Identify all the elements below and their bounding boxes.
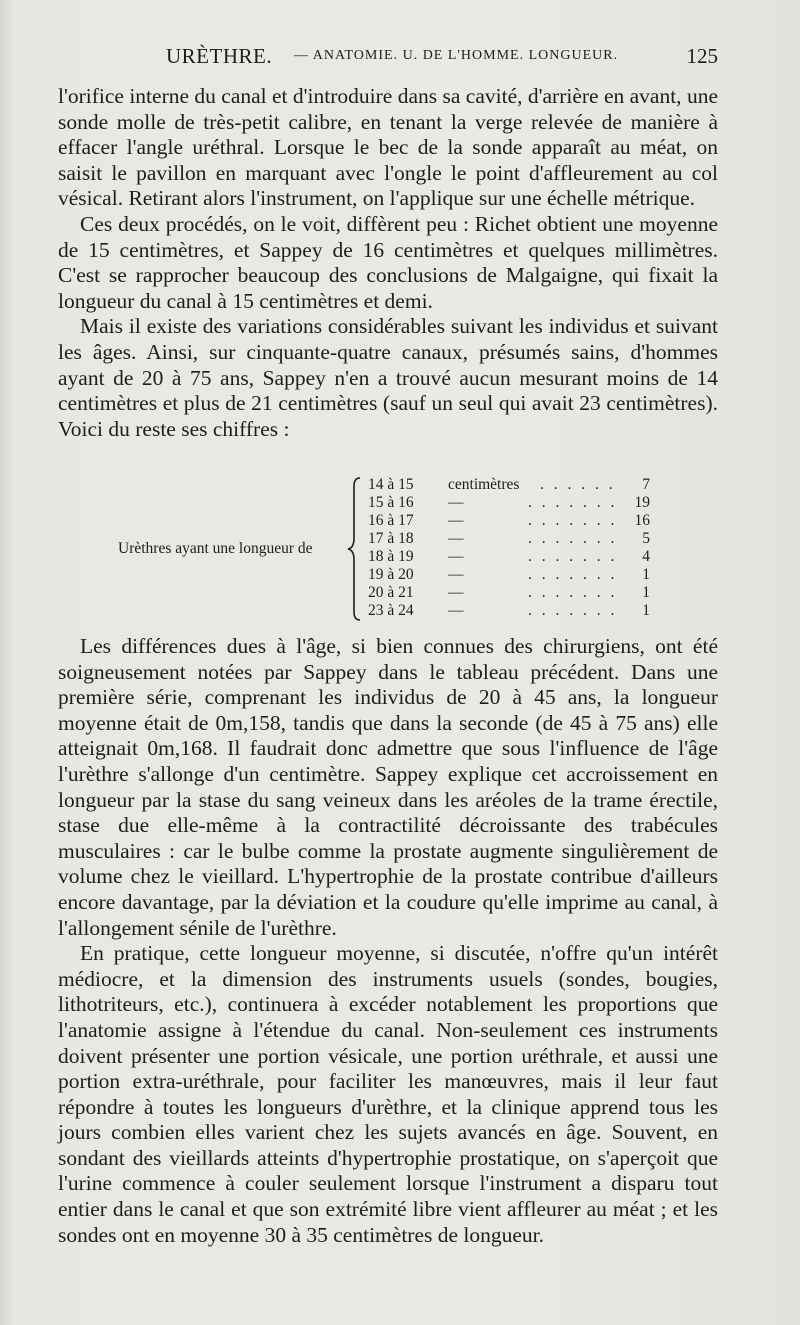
leader-dots: . . . . . . . [528, 548, 618, 565]
range-cell: 14 à 15 [368, 476, 414, 493]
table-row [368, 584, 658, 602]
unit-cell: — [448, 566, 464, 583]
leader-dots: . . . . . . . [528, 602, 618, 619]
unit-cell: — [448, 530, 464, 547]
range-cell: 16 à 17 [368, 512, 414, 529]
range-cell: 15 à 16 [368, 494, 414, 511]
curly-brace-icon [346, 476, 366, 622]
header-subtitle: — ANATOMIE. U. DE L'HOMME. LONGUEUR. [294, 48, 619, 63]
range-cell: 17 à 18 [368, 530, 414, 547]
table-rows [368, 476, 658, 620]
paragraph: Les différences dues à l'âge, si bien connues des chirurgiens, ont été soigneusement notées par Sappey dans le tableau précédent. Dans une première série, comprenant les individus de 20 à 45 ans, la longueur moyenne était de 0m,158, tandis que dans la seconde (de 45 à 75 ans) elle atteignait 0m,168. Il faudrait donc admettre que sous l'influence de l'âge l'urèthre s'allonge d'un centimètre. Sappey explique cet accroissement en longueur par la stase du sang veineux dans les aréoles de la trame érectile, stase due elle-même à la contractilité décroissante des trabécules musculaires : car le bulbe comme la prostate augmente singulièrement de volume chez le vieillard. L'hypertrophie de la prostate contribue d'ailleurs encore davantage, par la déviation et la coudure qu'elle imprime au canal, à l'allongement sénile de l'urèthre. [58, 634, 718, 940]
count-cell: 1 [642, 584, 650, 601]
table-row [368, 476, 658, 494]
unit-cell: — [448, 602, 464, 619]
leader-dots: . . . . . . . [528, 566, 618, 583]
text-block-top [58, 84, 718, 442]
range-cell: 23 à 24 [368, 602, 414, 619]
text-block-bottom [58, 634, 718, 1248]
count-cell: 19 [634, 494, 650, 511]
unit-cell: — [448, 548, 464, 565]
running-header [58, 44, 718, 74]
table-row [368, 530, 658, 548]
page-number: 125 [686, 44, 718, 68]
leader-dots: . . . . . . . [528, 584, 618, 601]
leader-dots: . . . . . . [540, 476, 616, 493]
leader-dots: . . . . . . . [528, 530, 618, 547]
table-row [368, 494, 658, 512]
range-cell: 20 à 21 [368, 584, 414, 601]
leader-dots: . . . . . . . [528, 512, 618, 529]
unit-cell: — [448, 584, 464, 601]
count-cell: 4 [642, 548, 650, 565]
count-cell: 7 [642, 476, 650, 493]
count-cell: 5 [642, 530, 650, 547]
unit-cell: — [448, 494, 464, 511]
range-cell: 18 à 19 [368, 548, 414, 565]
length-table [118, 476, 658, 622]
table-row [368, 566, 658, 584]
unit-cell: centimètres [448, 476, 520, 493]
paragraph: En pratique, cette longueur moyenne, si discutée, n'offre qu'un intérêt médiocre, et la dimension des instruments usuels (sondes, bougies, lithotriteurs, etc.), continuera à excéder notablement les proportions que l'anatomie assigne à l'étendue du canal. Non-seulement ces instruments doivent présenter une portion vésicale, une portion uréthrale, et aussi une portion extra-uréthrale, pour faciliter les manœuvres, mais il leur faut répondre à toutes les longueurs d'urèthre, et la clinique apprend tous les jours combien elles varient chez les sujets avancés en âge. Souvent, en sondant des vieillards atteints d'hypertrophie prostatique, on s'aperçoit que l'urine commence à couler seulement lorsque l'instrument a disparu tout entier dans le canal et que son extrémité libre vient affleurer au méat ; et les sondes ont en moyenne 30 à 35 centimètres de longueur. [58, 941, 718, 1247]
count-cell: 1 [642, 602, 650, 619]
table-row [368, 602, 658, 620]
table-row [368, 548, 658, 566]
unit-cell: — [448, 512, 464, 529]
leader-dots: . . . . . . . [528, 494, 618, 511]
range-cell: 19 à 20 [368, 566, 414, 583]
table-row [368, 512, 658, 530]
header-title: URÈTHRE. [166, 44, 273, 68]
paragraph: l'orifice interne du canal et d'introduire dans sa cavité, d'arrière en avant, une sonde molle de très-petit calibre, en tenant la verge relevée de manière à effacer l'angle uréthral. Lorsque le bec de la sonde apparaît au méat, on saisit le pavillon en marquant avec l'ongle le point d'affleurement au col vésical. Retirant alors l'instrument, on l'applique sur une échelle métrique. [58, 84, 718, 211]
paragraph: Ces deux procédés, on le voit, diffèrent peu : Richet obtient une moyenne de 15 centimètres, et Sappey de 16 centimètres et quelques millimètres. C'est se rapprocher beaucoup des conclusions de Malgaigne, qui fixait la longueur du canal à 15 centimètres et demi. [58, 211, 718, 313]
count-cell: 16 [634, 512, 650, 529]
table-lead-label: Urèthres ayant une longueur de [118, 540, 313, 557]
paragraph: Mais il existe des variations considérables suivant les individus et suivant les âges. Ainsi, sur cinquante-quatre canaux, présumés sains, d'hommes ayant de 20 à 75 ans, Sappey n'en a trouvé aucun mesurant moins de 14 centimètres et plus de 21 centimètres (sauf un seul qui avait 23 centimètres). Voici du reste ses chiffres : [58, 314, 718, 441]
count-cell: 1 [642, 566, 650, 583]
